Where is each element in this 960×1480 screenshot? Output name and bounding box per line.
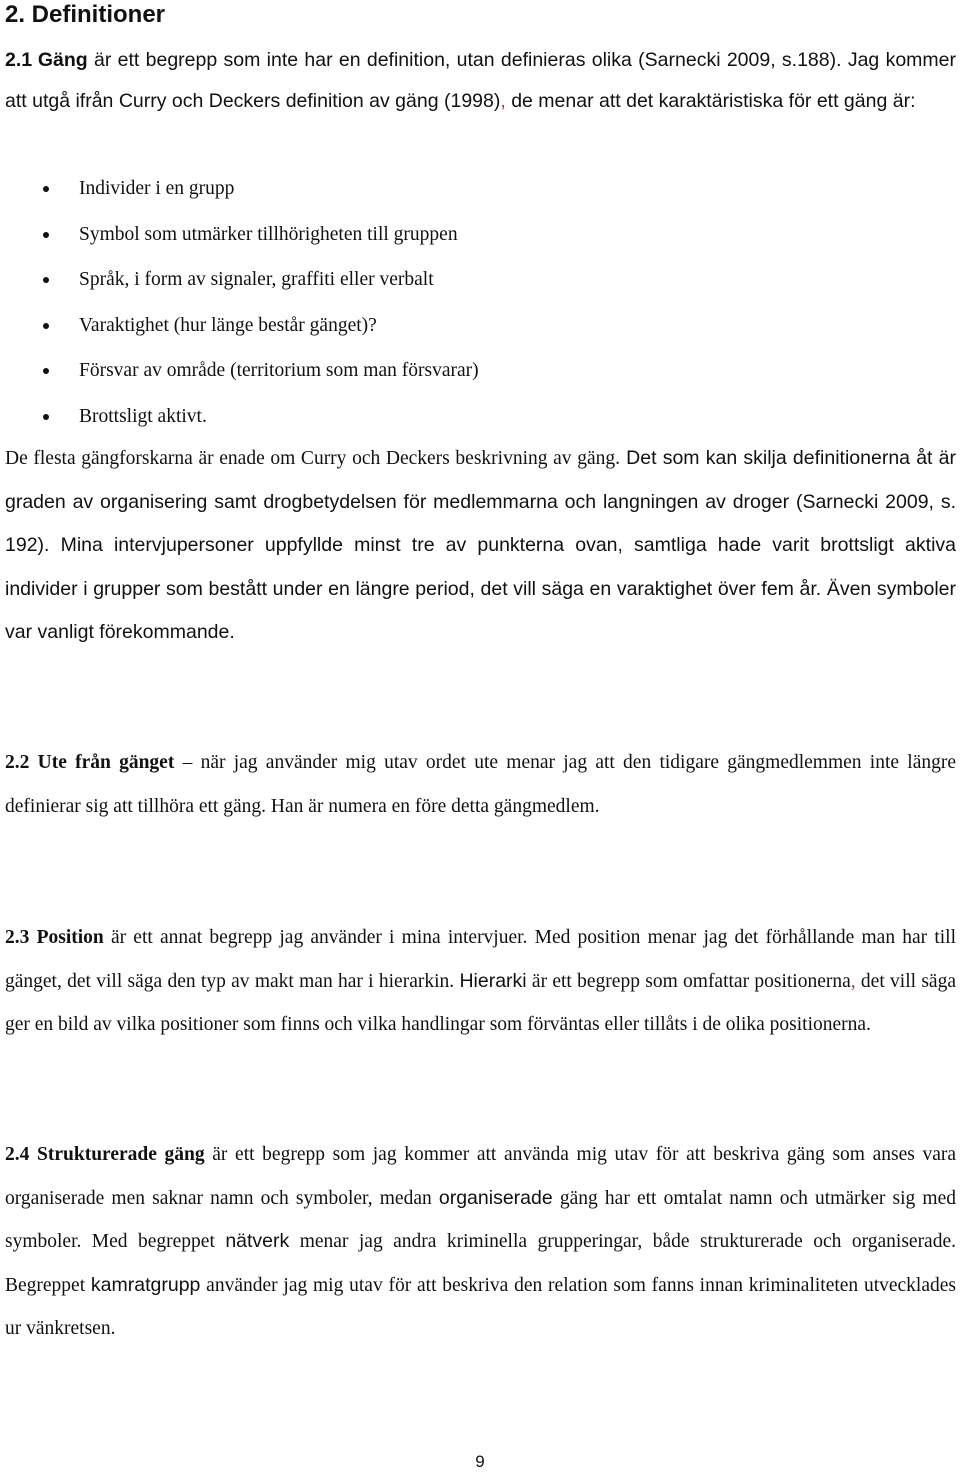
list-item xyxy=(5,348,945,394)
bullet-icon xyxy=(43,232,49,238)
list-item xyxy=(5,166,945,212)
bullet-icon xyxy=(43,277,49,283)
term-strukturerade-gang: Strukturerade gäng xyxy=(37,1144,205,1165)
list-item-text: Symbol som utmärker tillhörigheten till gruppen xyxy=(79,223,458,245)
bullet-icon xyxy=(43,323,49,329)
paragraph-2-2 xyxy=(5,741,956,828)
list-item-text: Individer i en grupp xyxy=(79,178,235,199)
paragraph-text: menar jag andra kriminella grupperingar, både strukturerade och organiserade. Begreppet xyxy=(5,1231,956,1296)
section-number: 2.1 xyxy=(5,49,33,71)
list-item-text: Språk, i form av signaler, graffiti eller verbalt xyxy=(79,269,434,290)
list-item xyxy=(5,303,945,349)
paragraph-text: De flesta gängforskarna är enade om Curry och Deckers beskrivning av gäng. xyxy=(5,448,620,469)
paragraph-text: använder jag mig utav för att beskriva den relation som fanns innan kriminaliteten utvecklades ur vänkretsen. xyxy=(5,1274,956,1339)
paragraph-2-4 xyxy=(5,1133,956,1351)
term-kamratgrupp: kamratgrupp xyxy=(90,1273,201,1296)
bullet-icon xyxy=(43,414,49,420)
bullet-icon xyxy=(43,368,49,374)
paragraph-text: de menar att det karaktäristiska för ett gäng är: xyxy=(505,90,916,112)
section-number: 2.4 xyxy=(5,1144,30,1165)
paragraph-text: är ett begrepp som jag kommer att använda mig utav för att beskriva gäng som anses vara organiserade men saknar namn och symboler, medan xyxy=(5,1144,957,1209)
highlight-comma: , xyxy=(500,90,506,112)
bullet-list xyxy=(5,166,945,439)
paragraph-text: det vill säga ger en bild av vilka positioner som finns och vilka handlingar som förväntas eller tillåts i de olika positionerna. xyxy=(5,970,956,1035)
bullet-icon xyxy=(43,186,49,192)
list-item xyxy=(5,212,945,258)
term-position: Position xyxy=(36,927,104,948)
paragraph-text: är ett begrepp som omfattar positionerna xyxy=(526,970,851,992)
term-gang: Gäng xyxy=(37,49,88,71)
term-hierarki: Hierarki xyxy=(459,969,527,992)
paragraph-text: – när jag använder mig utav ordet ute menar jag att den tidigare gängmedlemmen inte längre definierar sig att tillhöra ett gäng. Han är numera en före detta gängmedlem. xyxy=(5,752,957,817)
list-item-text: Försvar av område (territorium som man försvarar) xyxy=(79,360,479,381)
paragraph-text: gäng har ett omtalat namn och utmärker sig med symboler. Med begreppet xyxy=(5,1187,956,1252)
paragraph-text: Mina intervjupersoner uppfyllde minst tre av punkterna ovan, samtliga hade varit brottsligt aktiva individer i grupper som bestått under en längre period, det vill säga en varaktighet över fem år. Även symboler var vanligt förekommande. xyxy=(5,534,956,643)
paragraph-gang-research xyxy=(5,437,956,655)
page-number: 9 xyxy=(475,1452,485,1471)
paragraph-2-3 xyxy=(5,916,956,1047)
list-item-text: Varaktighet (hur länge består gänget)? xyxy=(79,314,377,336)
paragraph-text: är ett annat begrepp jag använder i mina intervjuer. Med position menar jag det förhållande man har till gänget, det vill säga den typ av makt man har i hierarkin. xyxy=(5,927,957,992)
section-number: 2.2 xyxy=(5,752,30,773)
list-item xyxy=(5,257,945,303)
paragraph-text: Det som kan skilja definitionerna åt är graden av organisering samt drogbetydelsen för medlemmarna och langningen av droger (Sarnecki 2009, s. 192). xyxy=(5,447,956,556)
page-heading: 2. Definitioner xyxy=(5,1,166,28)
term-organiserade: organiserade xyxy=(438,1186,553,1209)
paragraph-text: är ett begrepp som inte har en definition, utan definieras olika (Sarnecki 2009, s.188). Jag kommer att utgå ifrån Curry och Deckers definition av gäng (1998) xyxy=(5,49,957,112)
list-item-text: Brottsligt aktivt. xyxy=(79,405,207,427)
term-natverk: nätverk xyxy=(225,1230,290,1252)
list-item xyxy=(5,394,945,440)
term-ute-fran-ganget: Ute från gänget xyxy=(37,752,175,773)
paragraph-2-1 xyxy=(5,40,956,122)
section-number: 2.3 xyxy=(5,927,30,948)
highlight-comma: , xyxy=(850,970,856,992)
